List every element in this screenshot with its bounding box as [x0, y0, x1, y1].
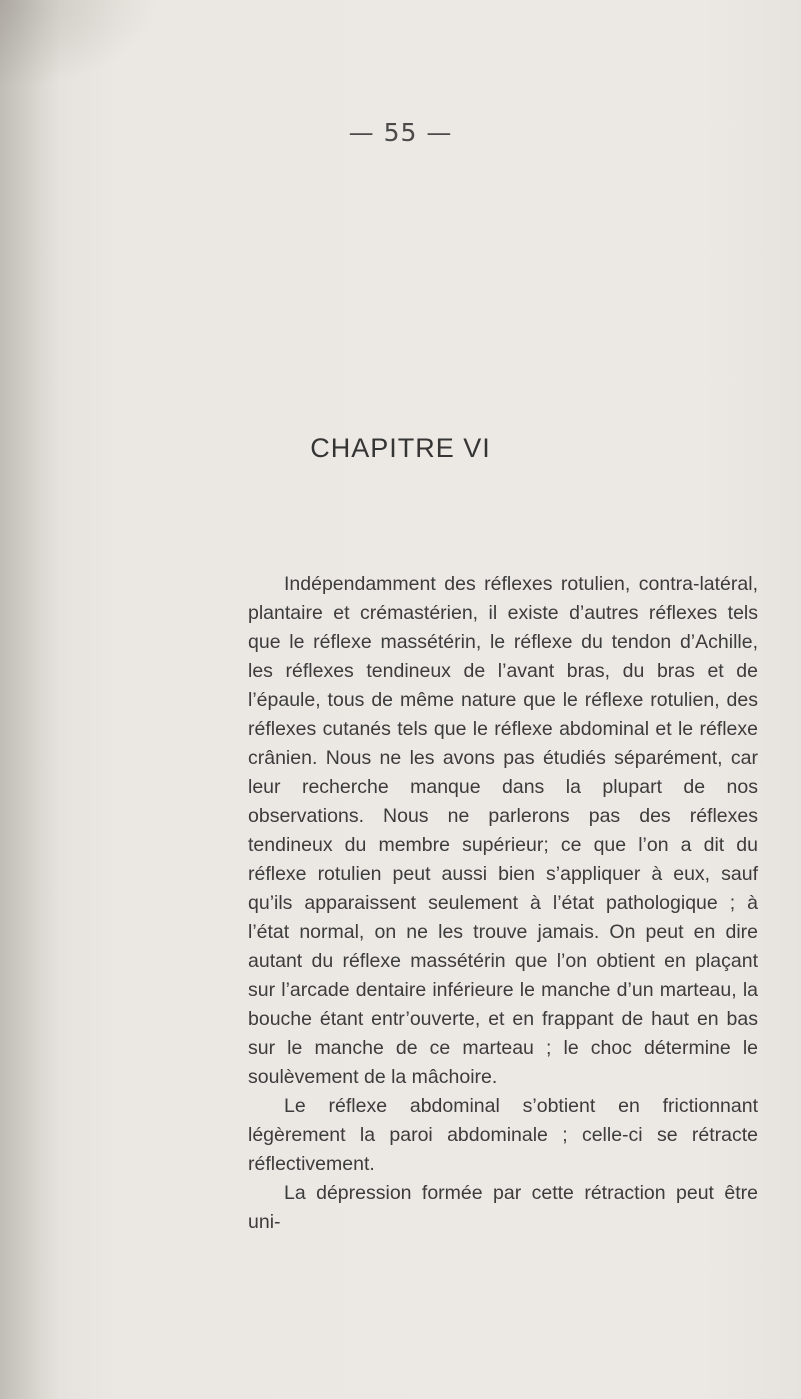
paragraph: La dépression formée par cette rétraction peut être uni- — [248, 1182, 758, 1233]
paragraph: Le réflexe abdominal s’obtient en frictionnant légèrement la paroi abdominale ; celle-ci se rétracte réflectivement. — [248, 1095, 758, 1175]
page-gutter-shadow — [0, 0, 60, 1399]
page-corner-shadow — [0, 0, 160, 90]
chapter-title: CHAPITRE VI — [310, 433, 491, 463]
page-number: — 55 — — [348, 118, 453, 147]
paragraph: Indépendamment des réflexes rotulien, contra-latéral, plantaire et crémastérien, il existe d’autres réflexes tels que le réflexe massétérin, le réflexe du tendon d’Achille, les réflexes tendineux de l’avant bras, du bras et de l’épaule, tous de même nature que le réflexe rotulien, des réflexes cutanés tels que le réflexe abdominal et le réflexe crânien. Nous ne les avons pas étudiés séparément, car leur recherche manque dans la plupart de nos observations. Nous ne parlerons pas des réflexes tendineux du membre supérieur; ce que l’on a dit du réflexe rotulien peut aussi bien s’appliquer à eux, sauf qu’ils apparaissent seulement à l’état pathologique ; à l’état normal, on ne les trouve jamais. On peut en dire autant du réflexe massétérin que l’on obtient en plaçant sur l’arcade dentaire inférieure le manche d’un marteau, la bouche étant entr’ouverte, et en frappant de haut en bas sur le manche de ce marteau ; le choc détermine le soulèvement de la mâchoire. — [248, 573, 758, 1088]
body-text — [248, 570, 758, 1237]
